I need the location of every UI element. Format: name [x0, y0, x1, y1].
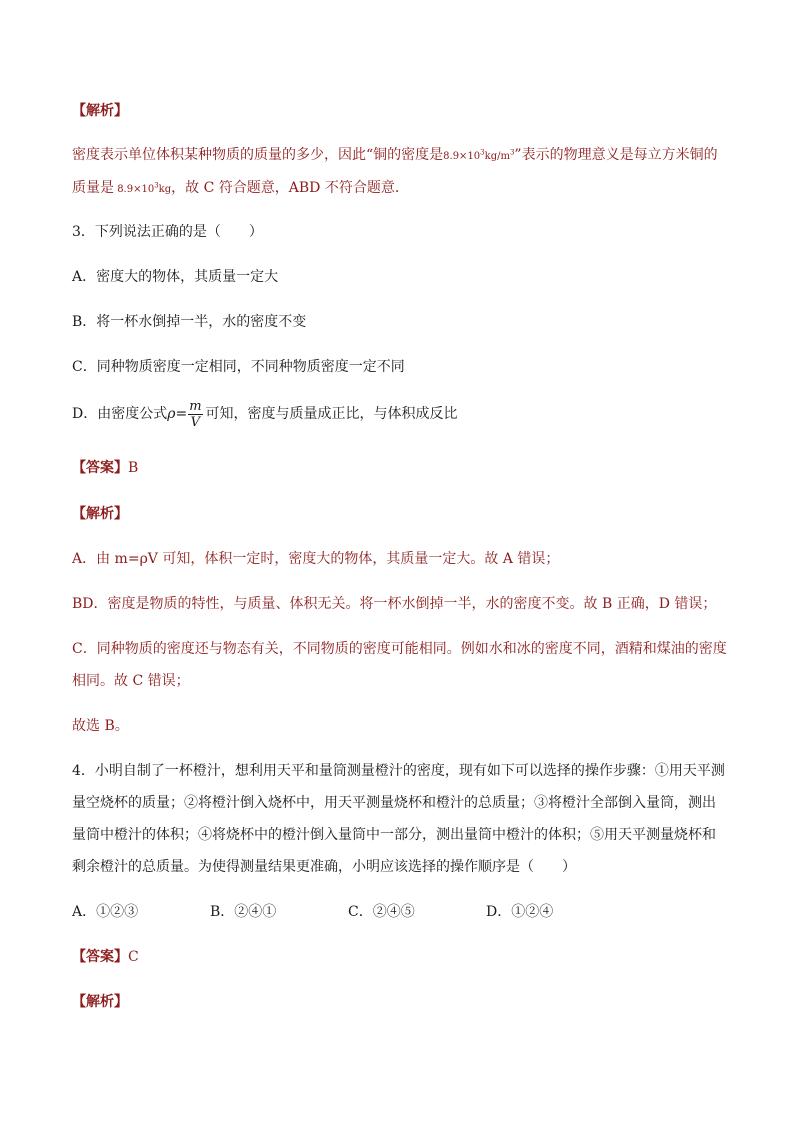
- jiexi-label-1: 【解析】: [72, 103, 128, 119]
- question-3-option-d: [72, 398, 458, 430]
- question-4-option-c: C．②④⑤: [348, 904, 415, 920]
- explanation-line-1: [72, 145, 718, 167]
- jiexi-label-4: 【解析】: [72, 994, 128, 1010]
- answer-value: B: [128, 460, 139, 476]
- explanation-line-2-text: 质量是: [72, 180, 114, 196]
- explanation-3-a: A．由 m=ρV 可知，体积一定时，密度大的物体，其质量一定大。故 A 错误；: [72, 551, 560, 567]
- answer-label: 【答案】: [72, 460, 128, 476]
- question-4-option-a: A．①②③: [72, 904, 139, 920]
- explanation-line-2: [72, 178, 409, 200]
- fraction-denominator: V: [190, 414, 201, 430]
- conclusion-3: 故选 B。: [72, 718, 129, 734]
- question-3-option-c: C．同种物质密度一定相同，不同种物质密度一定不同: [72, 359, 405, 375]
- answer-4: [72, 947, 139, 967]
- explanation-line-1-text: 密度表示单位体积某种物质的质量的多少，因此“铜的密度是: [72, 147, 444, 163]
- question-3-stem: 3．下列说法正确的是（ ）: [72, 224, 263, 240]
- explanation-3-c-line-1: C．同种物质的密度还与物态有关，不同物质的密度可能相同。例如水和冰的密度不同，酒精和煤油的密度: [72, 641, 727, 657]
- question-4-stem-line-2: 量空烧杯的质量；②将橙汁倒入烧杯中，用天平测量烧杯和橙汁的总质量；③将橙汁全部倒入量筒，测出: [72, 795, 716, 811]
- question-4-stem-line-1: 4．小明自制了一杯橙汁，想利用天平和量筒测量橙汁的密度，现有如下可以选择的操作步骤：①用天平测: [72, 763, 725, 779]
- density-fraction: [188, 399, 202, 430]
- question-4-option-d: D．①②④: [486, 904, 554, 920]
- explanation-line-2-tail: ，故 C 符合题意，ABD 不符合题意．: [171, 180, 409, 196]
- explanation-3-bd: BD．密度是物质的特性，与质量、体积无关。将一杯水倒掉一半，水的密度不变。故 B 正确，D 错误；: [72, 596, 717, 612]
- mass-formula: $8.9\times 10^3kg$: [117, 181, 172, 195]
- question-4-stem-line-4: 剩余橙汁的总质量。为使得测量结果更准确，小明应该选择的操作顺序是（ ）: [72, 859, 576, 875]
- density-formula: $8.9\times 10^3kg/m^3$: [443, 148, 515, 162]
- answer-label: 【答案】: [72, 949, 128, 965]
- rho-symbol: ρ=: [167, 406, 188, 422]
- option-d-suffix: 可知，密度与质量成正比，与体积成反比: [205, 406, 458, 422]
- option-d-prefix: D．由密度公式: [72, 406, 168, 422]
- explanation-line-1-tail: ”表示的物理意义是每立方米铜的: [514, 147, 718, 163]
- question-4-option-b: B．②④①: [210, 904, 277, 920]
- question-3-option-a: A．密度大的物体，其质量一定大: [72, 269, 279, 285]
- question-3-option-b: B．将一杯水倒掉一半，水的密度不变: [72, 314, 307, 330]
- jiexi-label-3: 【解析】: [72, 506, 128, 522]
- fraction-numerator: m: [189, 398, 202, 414]
- question-4-stem-line-3: 量筒中橙汁的体积；④将烧杯中的橙汁倒入量筒中一部分，测出量筒中橙汁的体积；⑤用天平测量烧杯和: [72, 827, 716, 843]
- explanation-3-c-line-2: 相同。故 C 错误；: [72, 673, 190, 689]
- answer-3: [72, 458, 138, 478]
- answer-value: C: [128, 949, 139, 965]
